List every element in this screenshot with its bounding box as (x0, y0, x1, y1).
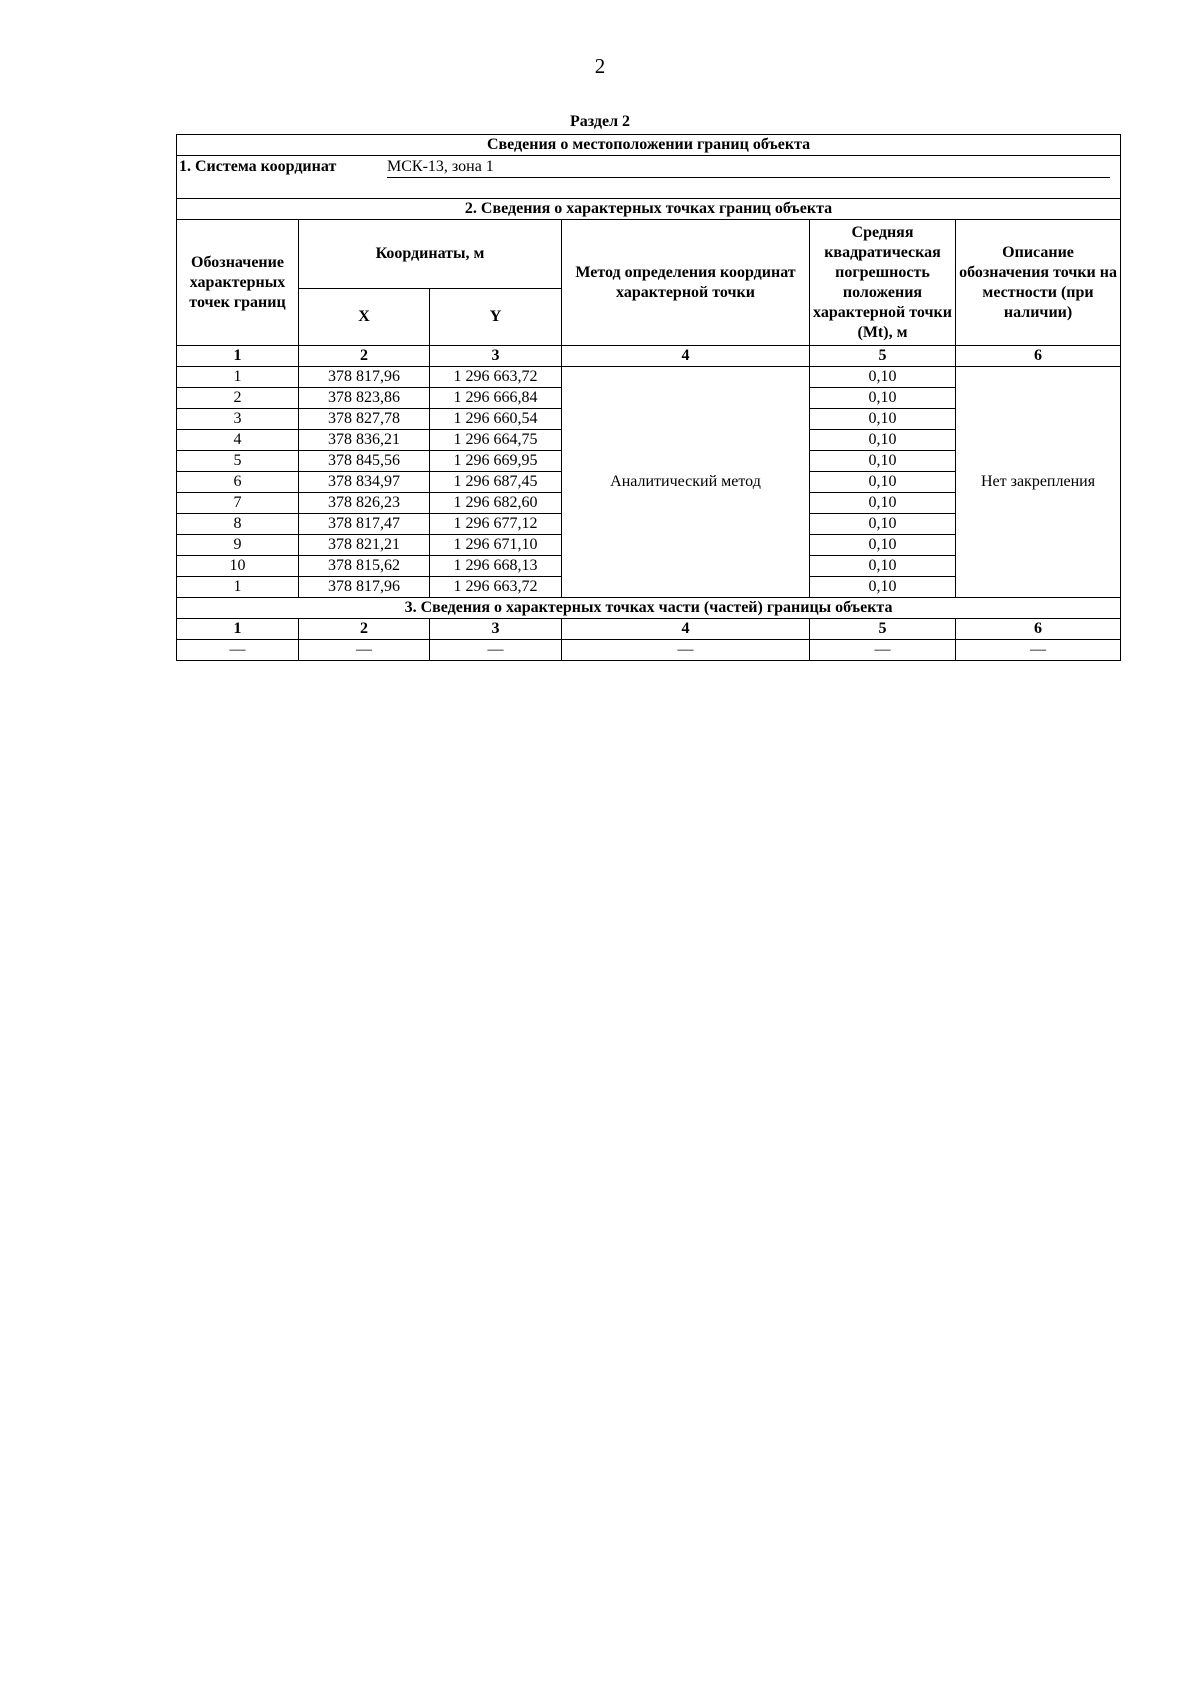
page-number: 2 (594, 54, 606, 78)
column-number: 2 (299, 346, 430, 367)
column-number: 3 (430, 346, 562, 367)
point-mt: 0,10 (810, 535, 956, 556)
parts-column-number: 5 (810, 619, 956, 640)
section-title: Раздел 2 (569, 113, 631, 130)
column-number: 4 (562, 346, 810, 367)
point-x: 378 817,47 (299, 514, 430, 535)
parts-column-number: 2 (299, 619, 430, 640)
point-y: 1 296 660,54 (430, 409, 562, 430)
point-id: 5 (177, 451, 299, 472)
parts-cell: — (177, 640, 299, 661)
point-id: 7 (177, 493, 299, 514)
point-mt: 0,10 (810, 472, 956, 493)
column-numbers-row (177, 346, 1121, 367)
point-x: 378 834,97 (299, 472, 430, 493)
point-x: 378 827,78 (299, 409, 430, 430)
parts-cell: — (810, 640, 956, 661)
point-mt: 0,10 (810, 409, 956, 430)
point-id: 1 (177, 367, 299, 388)
parts-column-numbers-row (177, 619, 1121, 640)
point-y: 1 296 666,84 (430, 388, 562, 409)
parts-section-title: 3. Сведения о характерных точках части (частей) границы объекта (177, 598, 1121, 619)
point-y: 1 296 663,72 (430, 367, 562, 388)
coord-system-value: МСК-13, зона 1 (387, 157, 1110, 178)
point-id: 8 (177, 514, 299, 535)
point-mt: 0,10 (810, 556, 956, 577)
header-y: Y (430, 289, 562, 346)
parts-column-number: 3 (430, 619, 562, 640)
parts-cell: — (299, 640, 430, 661)
column-number: 6 (956, 346, 1121, 367)
point-y: 1 296 669,95 (430, 451, 562, 472)
point-y: 1 296 671,10 (430, 535, 562, 556)
point-y: 1 296 677,12 (430, 514, 562, 535)
parts-cell: — (562, 640, 810, 661)
method-cell: Аналитический метод (562, 367, 810, 598)
column-number: 1 (177, 346, 299, 367)
point-mt: 0,10 (810, 430, 956, 451)
point-id: 10 (177, 556, 299, 577)
point-id: 4 (177, 430, 299, 451)
header-description: Описание обозначения точки на местности (при наличии) (956, 220, 1121, 346)
point-id: 3 (177, 409, 299, 430)
point-mt: 0,10 (810, 493, 956, 514)
point-y: 1 296 687,45 (430, 472, 562, 493)
point-x: 378 826,23 (299, 493, 430, 514)
header-mt: Средняя квадратическая погрешность положения характерной точки (Mt), м (810, 220, 956, 346)
point-row (177, 367, 1121, 388)
point-id: 1 (177, 577, 299, 598)
parts-cell: — (956, 640, 1121, 661)
point-x: 378 817,96 (299, 577, 430, 598)
parts-row (177, 640, 1121, 661)
point-mt: 0,10 (810, 451, 956, 472)
coord-system-label: 1. Система координат (179, 158, 337, 175)
point-mt: 0,10 (810, 388, 956, 409)
parts-column-number: 6 (956, 619, 1121, 640)
point-y: 1 296 664,75 (430, 430, 562, 451)
point-y: 1 296 668,13 (430, 556, 562, 577)
parts-cell: — (430, 640, 562, 661)
header-method: Метод определения координат характерной точки (562, 220, 810, 346)
point-id: 2 (177, 388, 299, 409)
boundary-table (176, 134, 1121, 661)
parts-column-number: 1 (177, 619, 299, 640)
point-mt: 0,10 (810, 577, 956, 598)
column-number: 5 (810, 346, 956, 367)
header-x: X (299, 289, 430, 346)
point-x: 378 821,21 (299, 535, 430, 556)
point-id: 6 (177, 472, 299, 493)
point-x: 378 817,96 (299, 367, 430, 388)
coord-system-row (177, 156, 1121, 179)
header-coordinates: Координаты, м (299, 220, 562, 289)
parts-column-number: 4 (562, 619, 810, 640)
blank-row (177, 178, 1121, 199)
points-section-title: 2. Сведения о характерных точках границ объекта (177, 199, 1121, 220)
header-point-designation: Обозначение характерных точек границ (177, 220, 299, 346)
table-title: Сведения о местоположении границ объекта (177, 135, 1121, 156)
point-x: 378 836,21 (299, 430, 430, 451)
point-x: 378 845,56 (299, 451, 430, 472)
description-cell: Нет закрепления (956, 367, 1121, 598)
point-y: 1 296 663,72 (430, 577, 562, 598)
point-y: 1 296 682,60 (430, 493, 562, 514)
point-x: 378 815,62 (299, 556, 430, 577)
point-id: 9 (177, 535, 299, 556)
point-mt: 0,10 (810, 367, 956, 388)
point-mt: 0,10 (810, 514, 956, 535)
point-x: 378 823,86 (299, 388, 430, 409)
